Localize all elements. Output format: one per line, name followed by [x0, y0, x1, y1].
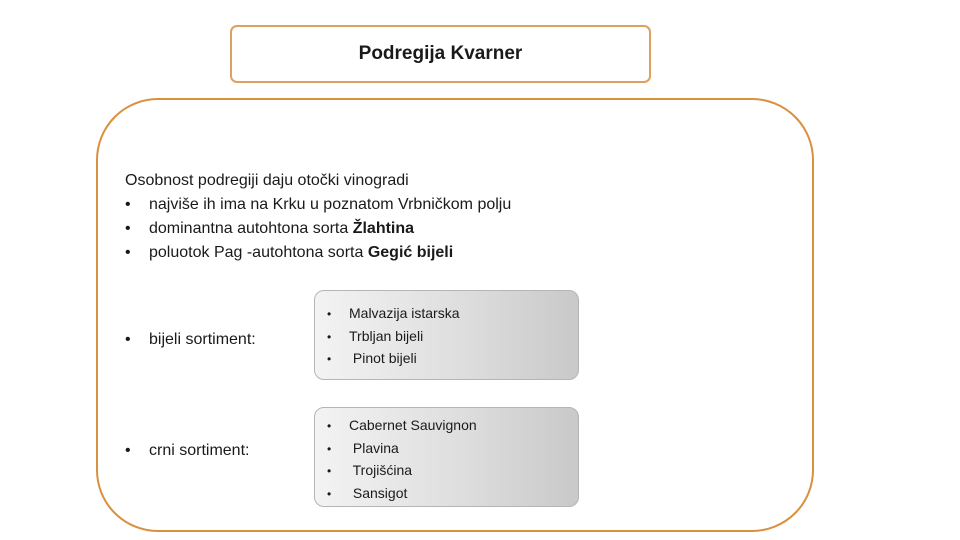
variety-item [327, 483, 578, 506]
bullet-dot: • [327, 419, 332, 433]
variety-name: Malvazija istarska [349, 305, 460, 321]
intro-bullet-1 [125, 193, 511, 217]
page-title: Podregija Kvarner [358, 43, 523, 64]
variety-name: Trojišćina [349, 462, 413, 478]
red-assortment-label-text: crni sortiment: [149, 442, 250, 459]
bullet-dot: • [125, 331, 131, 348]
intro-bullet-3 [125, 241, 511, 265]
bullet-dot: • [327, 441, 332, 456]
variety-item [327, 415, 578, 438]
white-assortment-label-text: bijeli sortiment: [149, 331, 256, 348]
bullet-dot: • [125, 244, 131, 261]
variety-name: Plavina [349, 439, 399, 456]
intro-bullet-2 [125, 217, 511, 241]
intro-bullet-1-text: najviše ih ima na Krku u poznatom Vrbničkom polju [149, 196, 512, 213]
variety-item [327, 326, 578, 349]
variety-item [327, 438, 578, 461]
white-varieties-box [314, 290, 579, 380]
variety-name: Pinot bijeli [349, 350, 417, 366]
variety-name: Cabernet Sauvignon [349, 417, 477, 433]
bullet-dot: • [125, 220, 131, 237]
title-box [230, 25, 651, 83]
bullet-dot: • [327, 464, 332, 478]
intro-block [125, 169, 511, 265]
intro-bullet-2-bold: Žlahtina [352, 220, 415, 237]
bullet-dot: • [125, 442, 131, 459]
bullet-dot: • [125, 196, 131, 213]
variety-item [327, 348, 578, 371]
variety-name: Trbljan bijeli [349, 327, 424, 344]
red-varieties-box [314, 407, 579, 507]
variety-item [327, 460, 578, 483]
variety-name: Sansigot [349, 484, 408, 501]
intro-bullet-3-bold: Gegić bijeli [367, 244, 454, 261]
bullet-dot: • [327, 352, 332, 366]
bullet-dot: • [327, 307, 332, 321]
bullet-dot: • [327, 329, 332, 344]
intro-bullet-3-text: poluotok Pag -autohtona sorta [149, 244, 368, 261]
intro-heading: Osobnost podregiji daju otočki vinogradi [125, 172, 409, 189]
intro-bullet-2-text: dominantna autohtona sorta [149, 220, 353, 237]
red-assortment-label [125, 442, 249, 460]
variety-item [327, 303, 578, 326]
white-assortment-label [125, 331, 256, 349]
bullet-dot: • [327, 486, 332, 501]
